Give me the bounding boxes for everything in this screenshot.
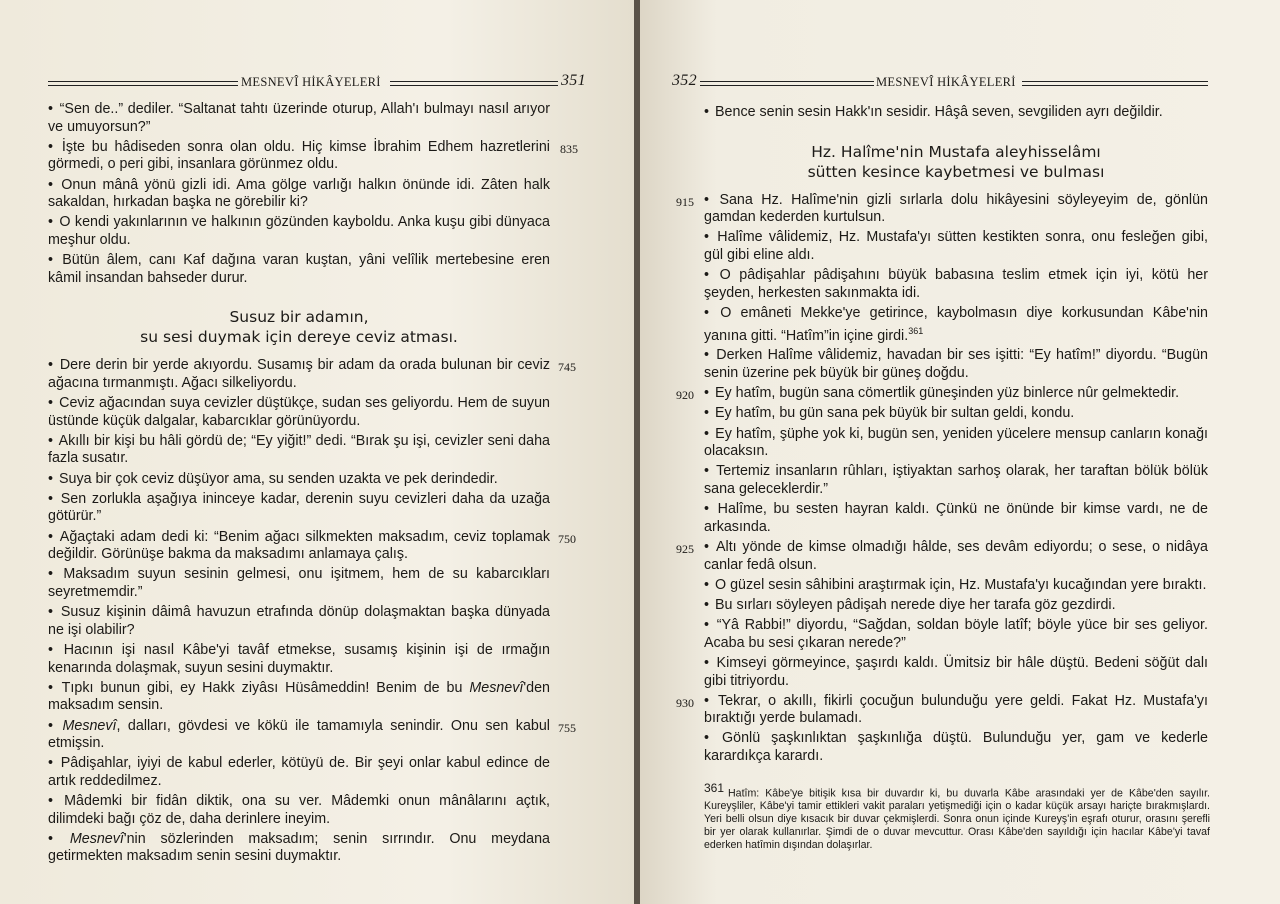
footnote-text: Hatîm: Kâbe'ye bitişik kısa bir duvardır ki, bu duvarla Kâbe arasındaki yer de Kâbe'den sayılır. Kureyşliler, Kâbe'yi tamir ettikleri vakit paraları yetişmediği için o kadar küçük arsayı hariçte bırakmışlardı. Yeri belli olsun diye kısacık bir duvar çekmişlerdi. Sonra onun içinde Kureyş'in eşrafı oturur, orasını şerefli bir yer olarak kullanırlar. Şimdi de o duvar mevcuttur. Orası Kâbe'den sayıldığı için hacılar Kâbe'yi tavaf ederken hatîmin dışından dolaşırlar. bbox=[704, 787, 1210, 851]
running-title: MESNEVÎ HİKÂYELERİ bbox=[241, 75, 381, 89]
book-spine bbox=[634, 0, 640, 904]
left-body bbox=[48, 101, 578, 869]
paragraph: • Hacının işi nasıl Kâbe'yi tavâf etmekse, susamış kişinin işi de ırmağın kenarında dolaşmak, suyun sesini duymaktır. bbox=[48, 641, 550, 676]
paragraph: • “Sen de..” dediler. “Saltanat tahtı üzerinde oturup, Allah'ı bulmayı nasıl arıyor ve umuyorsun?” bbox=[48, 101, 550, 135]
verse-number: 750 bbox=[558, 531, 576, 546]
paragraph: • Maksadım suyun sesinin gelmesi, onu işitmem, hem de su kabarcıkları seyretmemdir.” bbox=[48, 566, 550, 600]
paragraph: • Tertemiz insanların rûhları, iştiyaktan sarhoş olarak, her taraftan bölük bölük sana geleceklerdir.” bbox=[704, 463, 1208, 498]
footnote-number: 361 bbox=[704, 781, 725, 795]
footnote-ref: 361 bbox=[908, 325, 924, 336]
paragraph: 920 • Ey hatîm, bugün sana cömertlik güneşinden yüz binlerce nûr gelmektedir. bbox=[704, 385, 1208, 403]
paragraph: • Kimseyi görmeyince, şaşırdı kaldı. Ümitsiz bir hâle düştü. Bedeni söğüt dalı gibi titriyordu. bbox=[704, 654, 1208, 689]
paragraph: 925 • Altı yönde de kimse olmadığı hâlde, ses devâm ediyordu; o sese, o nidâya canlar fedâ olsun. bbox=[676, 538, 1208, 573]
verse-number: 930 bbox=[676, 695, 694, 710]
paragraph: • Sen zorlukla aşağıya ininceye kadar, derenin suyu cevizleri daha da uzağa götürür.” bbox=[48, 490, 550, 525]
paragraph: • O kendi yakınlarının ve halkının gözünden kayboldu. Anka kuşu gibi dünyaca meşhur oldu. bbox=[48, 214, 550, 248]
paragraph: 930 • Tekrar, o akıllı, fikirli çocuğun bulunduğu yere geldi. Fakat Hz. Mustafa'yı bıraktığı yerde bulamadı. bbox=[676, 692, 1208, 727]
verse-number: 745 bbox=[558, 360, 576, 375]
paragraph: • Dere derin bir yerde akıyordu. Susamış bir adam da orada bulunan bir ceviz ağacına tırmanmıştı. Ağacı silkeliyordu. 745 bbox=[48, 357, 576, 391]
footnote bbox=[704, 782, 1210, 852]
paragraph: • İşte bu hâdiseden sonra olan oldu. Hiç kimse İbrahim Edhem hazretlerini görmedi, o peri gibi, insanlara görünmez oldu. 835 bbox=[48, 138, 578, 173]
left-running-header bbox=[48, 74, 588, 94]
verse-number: 915 bbox=[676, 194, 694, 209]
section-title: Hz. Halîme'nin Mustafa aleyhisselâmı sütten kesince kaybetmesi ve bulması bbox=[807, 142, 1105, 181]
paragraph: • Bence senin sesin Hakk'ın sesidir. Hâşâ seven, sevgiliden ayrı değildir. bbox=[704, 104, 1163, 120]
paragraph: • Suya bir çok ceviz düşüyor ama, su senden uzakta ve pek derindedir. bbox=[48, 470, 498, 487]
paragraph: • O pâdişahlar pâdişahını büyük babasına teslim etmek için iyi, kötü her şeyden, herkesten sakınmakta idi. bbox=[704, 267, 1208, 301]
paragraph: • Pâdişahlar, iyiyi de kabul ederler, kötüyü de. Bir şeyi onlar kabul edince de artık reddedilmez. bbox=[48, 755, 550, 789]
paragraph: • O emâneti Mekke'ye getirince, kaybolmasın diye korkusundan Kâbe'nin yanına gitti. “Hatîm”in içine girdi.$^{361}$ bbox=[704, 304, 1208, 344]
paragraph: • Gönlü şaşkınlıktan şaşkınlığa düştü. Bulunduğu yer, gam ve kederle karardıkça karardı. bbox=[704, 730, 1208, 765]
paragraph: • Bu sırları söyleyen pâdişah nerede diye her tarafa göz gezdirdi. bbox=[704, 596, 1116, 613]
page-number: 351 bbox=[561, 72, 586, 89]
paragraph: • Tıpkı bunun gibi, ey Hakk ziyâsı Hüsâmeddin! Benim de bu Mesnevî'den maksadım sensin. bbox=[48, 679, 550, 714]
paragraph: • Akıllı bir kişi bu hâli gördü de; “Ey yiğit!” dedi. “Bırak şu işi, cevizler seni daha fazla susatır. bbox=[48, 432, 550, 467]
paragraph: • Mâdemki bir fidân diktik, ona su ver. Mâdemki onun mânâlarını açtık, dilimdeki bağı çöz de, daha derinlere ineyim. bbox=[48, 793, 550, 827]
paragraph: • Ey hatîm, şüphe yok ki, bugün sen, yeniden yücelere mensup canların konağı olacaksın. bbox=[704, 425, 1209, 460]
paragraph: • Bütün âlem, canı Kaf dağına varan kuştan, yâni velîlik mertebesine eren kâmil insandan bahseder durur. bbox=[48, 252, 550, 286]
paragraph: • Mesnevî'nin sözlerinden maksadım; senin sırrındır. Onu meydana getirmekten maksadım senin sesini duymaktır. bbox=[48, 830, 550, 865]
paragraph: • Ey hatîm, bu gün sana pek büyük bir sultan geldi, kondu. bbox=[704, 405, 1075, 422]
paragraph: • O güzel sesin sâhibini araştırmak için, Hz. Mustafa'yı kucağından yere bıraktı. bbox=[704, 576, 1207, 593]
verse-number: 920 bbox=[676, 388, 694, 403]
paragraph: • Susuz kişinin dâimâ havuzun etrafında dönüp dolaşmaktan başka dünyada ne işi olabilir? bbox=[48, 604, 550, 638]
section-title: Susuz bir adamın, su sesi duymak için dereye ceviz atması. bbox=[140, 308, 458, 347]
paragraph: 915 • Sana Hz. Halîme'nin gizli sırlarla dolu hikâyesini söyleyeyim de, gönlün gamdan kederden kurtulsun. bbox=[676, 191, 1208, 226]
paragraph: • “Yâ Rabbi!” diyordu, “Sağdan, soldan böyle latîf; böyle yüce bir ses geliyor. Acaba bu sesi çıkaran nerede?” bbox=[704, 617, 1208, 651]
paragraph: • Ağaçtaki adam dedi ki: “Benim ağacı silkmekten maksadım, ceviz toplamak değildir. Görünüşe bakma da maksadımı anlamaya çalış. 750 bbox=[48, 528, 576, 563]
paragraph: • Mesnevî, dalları, gövdesi ve kökü ile tamamıyla senindir. Onu sen kabul etmişsin. 755 bbox=[48, 717, 576, 752]
paragraph: • Derken Halîme vâlidemiz, havadan bir ses işitti: “Ey hatîm!” diyordu. “Bugün senin üzerine pek büyük bir güneş doğdu. bbox=[704, 347, 1208, 382]
paragraph: • Halîme, bu sesten hayran kaldı. Çünkü ne önünde bir kimse vardı, ne de arkasında. bbox=[704, 501, 1208, 535]
right-body bbox=[676, 104, 1209, 768]
verse-number: 835 bbox=[560, 141, 578, 156]
verse-number: 755 bbox=[558, 720, 576, 735]
running-title: MESNEVÎ HİKÂYELERİ bbox=[876, 75, 1016, 89]
paragraph: • Halîme vâlidemiz, Hz. Mustafa'yı sütten kestikten sonra, onu fesleğen gibi, gül gibi eline aldı. bbox=[704, 229, 1208, 263]
verse-number: 925 bbox=[676, 541, 694, 556]
right-running-header bbox=[672, 74, 1212, 94]
paragraph: • Ceviz ağacından suya cevizler düştükçe, sudan ses geliyordu. Hem de suyun üstünde küçük dalgalar, kabarcıklar görünüyordu. bbox=[48, 395, 550, 429]
paragraph: • Onun mânâ yönü gizli idi. Ama gölge varlığı halkın önünde idi. Zâten halk sakaldan, hırkadan başka ne görebilir ki? bbox=[48, 176, 550, 211]
page-number: 352 bbox=[672, 72, 697, 89]
